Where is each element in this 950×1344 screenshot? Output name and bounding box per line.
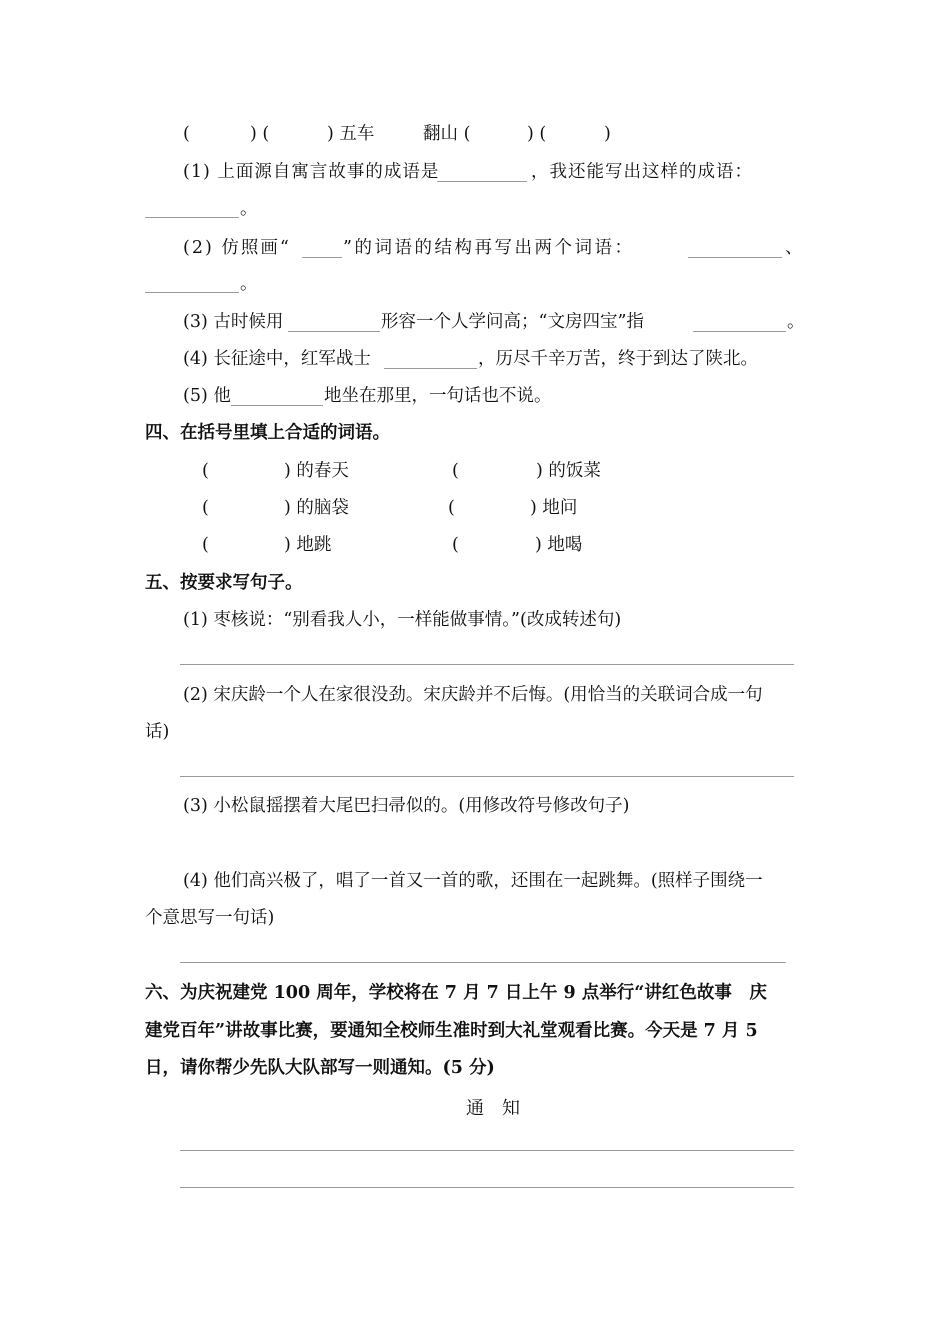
section-5-heading: 五、按要求写句子。 [145,573,303,593]
period: 。 [240,274,258,294]
answer-line[interactable] [180,1187,794,1188]
question-text: ”的词语的结构再写出两个词语： [343,238,635,258]
question-5-2-line1: (2) 宋庆龄一个人在家很没劲。宋庆龄并不后悔。(用恰当的关联词合成一句 [183,685,763,705]
question-5-1: (1) 枣核说：“别看我人小，一样能做事情。”(改成转述句) [183,610,622,630]
answer-line[interactable] [180,776,794,777]
fill-phrase: ) 的饭菜 [536,461,601,481]
separator: 、 [785,238,803,258]
section-6-line3: 日，请你帮少先队大队部写一则通知。(5 分) [145,1058,495,1078]
answer-blank[interactable] [302,257,342,258]
answer-line[interactable] [180,1150,794,1151]
question-text: (2) 仿照画“ [183,238,291,258]
bracket-open: ( [183,124,190,144]
idiom-fragment-fanshan: 翻山 ( [423,124,471,144]
answer-blank[interactable] [384,368,477,369]
bracket-open: ( [452,461,459,481]
bracket-pair: ) ( [527,124,547,144]
answer-line[interactable] [180,664,794,665]
answer-blank[interactable] [688,257,782,258]
answer-blank[interactable] [145,217,239,218]
bracket-open: ( [202,461,209,481]
question-5-4-line2: 个意思写一句话) [145,908,275,928]
answer-blank[interactable] [437,181,527,182]
fill-phrase: ) 的春天 [284,461,349,481]
bracket-close: ) [604,124,611,144]
fill-phrase: ) 的脑袋 [284,498,349,518]
bracket-pair: ) ( [250,124,270,144]
question-5-3: (3) 小松鼠摇摆着大尾巴扫帚似的。(用修改符号修改句子) [183,796,630,816]
fill-phrase: ) 地喝 [535,535,583,555]
bracket-open: ( [452,535,459,555]
section-4-heading: 四、在括号里填上合适的词语。 [145,423,390,443]
idiom-fragment-wuche: ) 五车 [327,124,375,144]
fill-phrase: ) 地问 [530,498,578,518]
question-5-4-line1: (4) 他们高兴极了，唱了一首又一首的歌，还围在一起跳舞。(照样子围绕一 [183,871,763,891]
bracket-open: ( [448,498,455,518]
question-text: 地坐在那里，一句话也不说。 [324,386,552,406]
section-6-line1: 六、为庆祝建党 100 周年，学校将在 7 月 7 日上午 9 点举行“讲红色故事 庆 [145,983,767,1003]
question-text: 形容一个人学问高；“文房四宝”指 [381,312,644,332]
bracket-open: ( [202,535,209,555]
question-text: (3) 古时候用 [183,312,284,332]
bracket-open: ( [202,498,209,518]
answer-blank[interactable] [288,331,380,332]
fill-phrase: ) 地跳 [284,535,332,555]
question-text: (4) 长征途中，红军战士 [183,349,371,369]
question-text: (1) 上面源自寓言故事的成语是 [183,162,440,182]
answer-blank[interactable] [145,292,239,293]
answer-blank[interactable] [231,405,323,406]
section-6-line2: 建党百年”讲故事比赛，要通知全校师生准时到大礼堂观看比赛。今天是 7 月 5 [145,1021,758,1041]
question-5-2-line2: 话) [145,722,170,742]
notice-title: 通 知 [466,1098,520,1119]
question-text: (5) 他 [183,386,231,406]
period: 。 [787,312,805,332]
question-text: ，我还能写出这样的成语： [531,162,753,182]
question-text: ，历尽千辛万苦，终于到达了陕北。 [478,349,758,369]
answer-blank[interactable] [693,331,786,332]
period: 。 [240,199,258,219]
answer-line[interactable] [180,962,786,963]
